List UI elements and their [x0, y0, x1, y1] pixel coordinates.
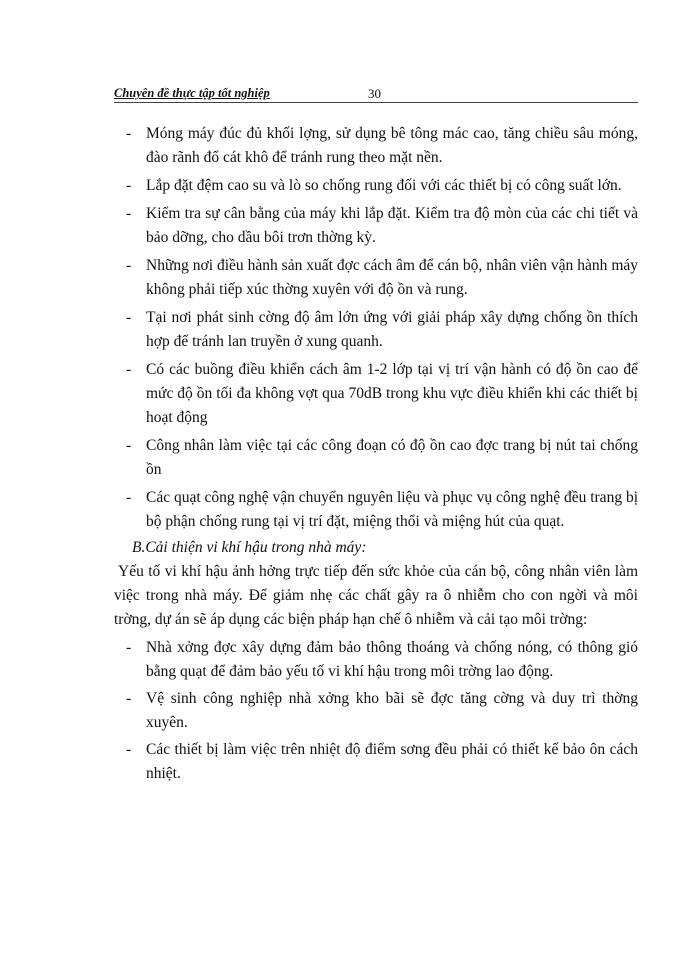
- bullet-marker: -: [126, 489, 132, 506]
- bullet-marker: -: [126, 257, 132, 274]
- bullet-marker: -: [126, 639, 132, 656]
- bullet-list-climate: [114, 636, 638, 786]
- list-item-text: Các thiết bị làm việc trên nhiệt độ điểm sơng đều phải có thiết kế bảo ôn cách nhiệt.: [146, 741, 638, 782]
- body-paragraph: Yếu tố vi khí hậu ảnh hởng trực tiếp đến sức khỏe của cán bộ, công nhân viên làm việc trong nhà máy. Để giảm nhẹ các chất gây ra ô nhiễm cho con ngời và môi trờng, dự án sẽ áp dụng các biện pháp hạn chế ô nhiễm và cải tạo môi trờng:: [114, 563, 638, 628]
- bullet-list-noise: [114, 122, 638, 534]
- bullet-marker: -: [126, 309, 132, 326]
- list-item: [114, 202, 638, 250]
- list-item-text: Công nhân làm việc tại các công đoạn có độ ồn cao đợc trang bị nút tai chống ồn: [146, 437, 638, 478]
- header-title: Chuyên đề thực tập tốt nghiệp: [114, 86, 270, 100]
- list-item-text: Có các buồng điều khiển cách âm 1-2 lớp tại vị trí vận hành có độ ồn cao để mức độ ồn tối đa không vợt qua 70dB trong khu vực điều khiển khi các thiết bị hoạt động: [146, 361, 638, 426]
- list-item-text: Các quạt công nghệ vận chuyển nguyên liệu và phục vụ công nghệ đều trang bị bộ phận chống rung tại vị trí đặt, miệng thổi và miệng hút của quạt.: [146, 489, 638, 530]
- bullet-marker: -: [126, 125, 132, 142]
- bullet-marker: -: [126, 361, 132, 378]
- bullet-marker: -: [126, 690, 132, 707]
- list-item: [114, 434, 638, 482]
- list-item-text: Lắp đặt đệm cao su và lò so chống rung đối với các thiết bị có công suất lớn.: [146, 177, 622, 194]
- list-item-text: Tại nơi phát sinh cờng độ âm lớn ứng với giải pháp xây dựng chống ồn thích hợp để tránh lan truyền ở xung quanh.: [146, 309, 638, 350]
- list-item: [114, 738, 638, 786]
- bullet-marker: -: [126, 177, 132, 194]
- bullet-marker: -: [126, 741, 132, 758]
- list-item: [114, 306, 638, 354]
- bullet-marker: -: [126, 437, 132, 454]
- list-item: [114, 636, 638, 684]
- list-item-text: Những nơi điều hành sản xuất đợc cách âm để cán bộ, nhân viên vận hành máy không phải tiếp xúc thờng xuyên với độ ồn và rung.: [146, 257, 638, 298]
- list-item: [114, 358, 638, 430]
- section-title: B.Cải thiện vi khí hậu trong nhà máy:: [132, 539, 367, 556]
- document-body: [114, 122, 638, 789]
- page-header: [114, 86, 638, 103]
- list-item: [114, 254, 638, 302]
- list-item: [114, 122, 638, 170]
- list-item-text: Kiểm tra sự cân bằng của máy khi lắp đặt. Kiểm tra độ mòn của các chi tiết và bảo dỡng, cho dầu bôi trơn thờng kỳ.: [146, 205, 638, 246]
- list-item: [114, 486, 638, 534]
- list-item-text: Nhà xởng đợc xây dựng đảm bảo thông thoáng và chống nóng, có thông gió bằng quạt để đảm bảo yếu tố vi khí hậu trong môi trờng lao động.: [146, 639, 638, 680]
- list-item: [114, 174, 638, 198]
- bullet-marker: -: [126, 205, 132, 222]
- list-item-text: Móng máy đúc đủ khối lợng, sử dụng bê tông mác cao, tăng chiều sâu móng, đào rãnh đổ cát khô để tránh rung theo mặt nền.: [146, 125, 638, 166]
- page-number: 30: [368, 86, 381, 101]
- list-item: [114, 687, 638, 735]
- list-item-text: Vệ sinh công nghiệp nhà xởng kho bãi sẽ đợc tăng cờng và duy trì thờng xuyên.: [146, 690, 638, 731]
